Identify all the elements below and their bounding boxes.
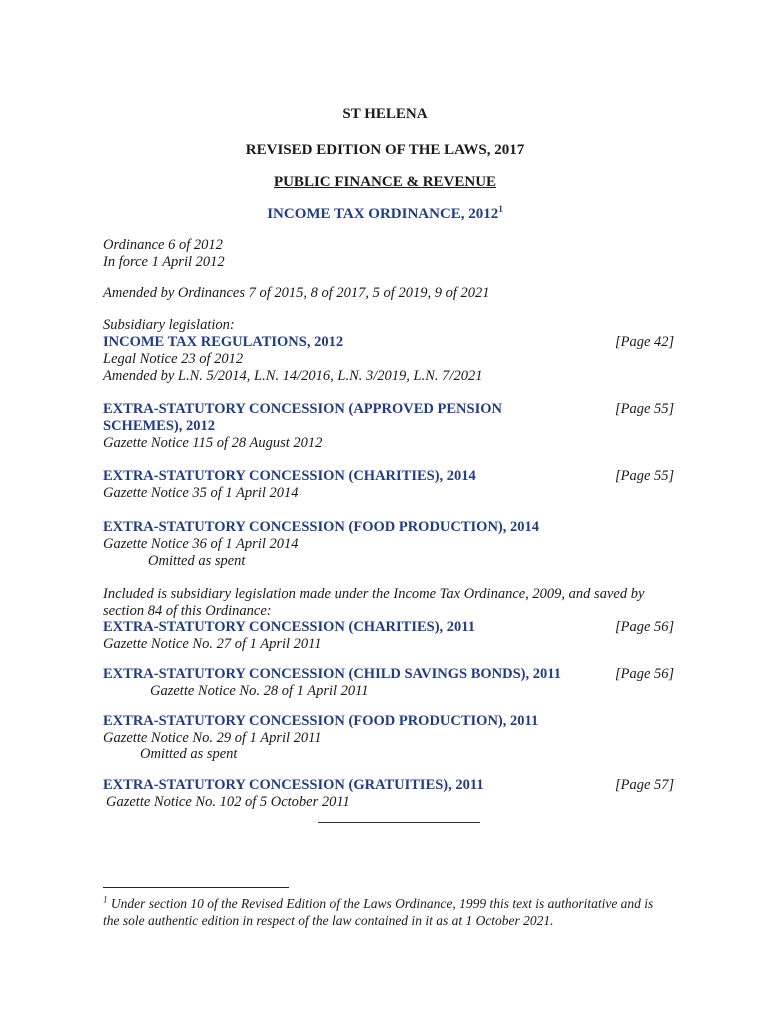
subsidiary-title-pension-line1[interactable]: EXTRA-STATUTORY CONCESSION (APPROVED PENSION — [103, 401, 502, 417]
omitted-note: Omitted as spent — [140, 746, 238, 762]
included-title-child-savings-2011[interactable]: EXTRA-STATUTORY CONCESSION (CHILD SAVINGS BONDS), 2011 — [103, 666, 561, 682]
subsidiary-title-charities-2014[interactable]: EXTRA-STATUTORY CONCESSION (CHARITIES), 2014 — [103, 468, 476, 484]
title-footnote-ref[interactable]: 1 — [498, 204, 503, 214]
footnote-text-line1: Under section 10 of the Revised Edition of the Laws Ordinance, 1999 this text is authoritative and is — [110, 896, 654, 911]
legal-notice: Legal Notice 23 of 2012 — [103, 351, 244, 367]
footnote-line2: the sole authentic edition in respect of the law contained in it as at 1 October 2021. — [103, 913, 554, 928]
gazette-notice: Gazette Notice No. 29 of 1 April 2011 — [103, 730, 322, 746]
page-reference: [Page 56] — [615, 666, 675, 682]
gazette-notice: Gazette Notice No. 27 of 1 April 2011 — [103, 636, 322, 652]
gazette-notice: Gazette Notice No. 102 of 5 October 2011 — [106, 794, 350, 810]
subsidiary-title-pension-line2[interactable]: SCHEMES), 2012 — [103, 418, 215, 434]
amendments: Amended by Ordinances 7 of 2015, 8 of 2017, 5 of 2019, 9 of 2021 — [103, 285, 490, 301]
included-title-gratuities-2011[interactable]: EXTRA-STATUTORY CONCESSION (GRATUITIES), 2011 — [103, 777, 484, 793]
footnote-marker: 1 — [103, 894, 108, 905]
page-reference: [Page 42] — [615, 334, 675, 350]
included-intro-line1: Included is subsidiary legislation made under the Income Tax Ordinance, 2009, and saved by — [103, 586, 645, 602]
page-reference: [Page 55] — [615, 468, 675, 484]
footnote-separator — [103, 887, 289, 888]
category-heading-text: PUBLIC FINANCE & REVENUE — [273, 174, 497, 190]
omitted-note: Omitted as spent — [148, 553, 246, 569]
included-intro-line2: section 84 of this Ordinance: — [103, 603, 272, 619]
footnote-line1 — [103, 896, 653, 912]
page-reference: [Page 55] — [615, 401, 675, 417]
gazette-notice: Gazette Notice 115 of 28 August 2012 — [103, 435, 323, 451]
included-title-charities-2011[interactable]: EXTRA-STATUTORY CONCESSION (CHARITIES), 2011 — [103, 619, 475, 635]
gazette-notice: Gazette Notice 36 of 1 April 2014 — [103, 536, 299, 552]
country-heading: ST HELENA — [342, 106, 428, 122]
subsidiary-title-food-2014[interactable]: EXTRA-STATUTORY CONCESSION (FOOD PRODUCTION), 2014 — [103, 519, 540, 535]
in-force-date: In force 1 April 2012 — [103, 254, 225, 270]
amended-notice: Amended by L.N. 5/2014, L.N. 14/2016, L.N. 3/2019, L.N. 7/2021 — [103, 368, 483, 384]
ordinance-title[interactable] — [0, 206, 770, 223]
included-title-food-2011[interactable]: EXTRA-STATUTORY CONCESSION (FOOD PRODUCTION), 2011 — [103, 713, 539, 729]
category-heading — [0, 174, 770, 191]
edition-heading: REVISED EDITION OF THE LAWS, 2017 — [245, 142, 525, 158]
ordinance-title-text[interactable]: INCOME TAX ORDINANCE, 2012 — [267, 206, 499, 222]
page-reference: [Page 56] — [615, 619, 675, 635]
section-divider — [318, 822, 480, 823]
gazette-notice: Gazette Notice No. 28 of 1 April 2011 — [150, 683, 369, 699]
ordinance-number: Ordinance 6 of 2012 — [103, 237, 223, 253]
subsidiary-title-regulations[interactable]: INCOME TAX REGULATIONS, 2012 — [103, 334, 344, 350]
gazette-notice: Gazette Notice 35 of 1 April 2014 — [103, 485, 299, 501]
page-reference: [Page 57] — [615, 777, 675, 793]
subsidiary-heading: Subsidiary legislation: — [103, 317, 235, 333]
